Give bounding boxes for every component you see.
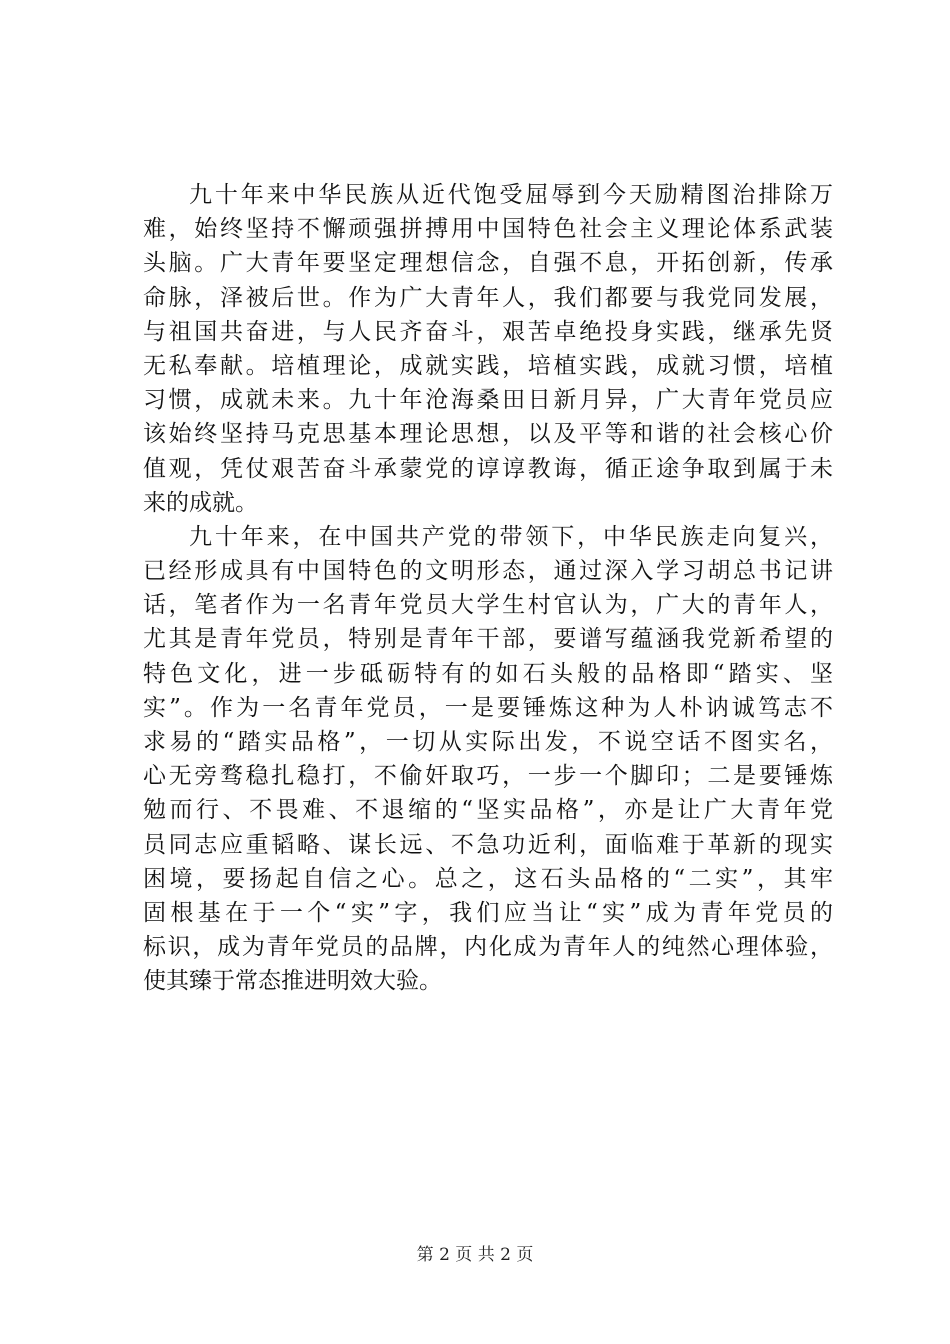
text-line: 来的成就。 [143,489,258,516]
text-line: 无私奉献。培植理论，成就实践，培植实践，成就习惯，培植 [143,352,833,379]
document-body [143,178,833,999]
text-line: 命脉，泽被后世。作为广大青年人，我们都要与我党同发展， [143,284,833,311]
paragraph-1 [143,178,833,520]
text-line: 固根基在于一个“实”字，我们应当让“实”成为青年党员的 [143,899,833,926]
paragraph-2 [143,520,833,999]
page-number-footer: 第 2 页 共 2 页 [416,1245,534,1265]
text-line: 值观，凭仗艰苦奋斗承蒙党的谆谆教诲，循正途争取到属于未 [143,455,833,482]
text-line: 与祖国共奋进，与人民齐奋斗，艰苦卓绝投身实践，继承先贤 [143,318,833,345]
text-line: 该始终坚持马克思基本理论思想，以及平等和谐的社会核心价 [143,421,833,448]
text-line: 标识，成为青年党员的品牌，内化成为青年人的纯然心理体验， [143,934,833,961]
text-line: 尤其是青年党员，特别是青年干部，要谱写蕴涵我党新希望的 [143,626,833,653]
text-line: 求易的“踏实品格”，一切从实际出发，不说空话不图实名， [143,729,833,755]
text-line: 九十年来，在中国共产党的带领下，中华民族走向复兴， [189,523,833,550]
text-line: 勉而行、不畏难、不退缩的“坚实品格”，亦是让广大青年党 [143,797,833,824]
text-line: 困境，要扬起自信之心。总之，这石头品格的“二实”，其牢 [143,865,833,892]
text-line: 员同志应重韬略、谋长远、不急功近利，面临难于革新的现实 [143,831,833,858]
text-line: 特色文化，进一步砥砺特有的如石头般的品格即“踏实、坚 [143,660,833,687]
text-line: 难，始终坚持不懈顽强拼搏用中国特色社会主义理论体系武装 [143,216,833,243]
text-line: 话，笔者作为一名青年党员大学生村官认为，广大的青年人， [143,592,833,619]
text-line: 实”。作为一名青年党员，一是要锤炼这种为人朴讷诚笃志不 [143,694,833,721]
text-line: 头脑。广大青年要坚定理想信念，自强不息，开拓创新，传承 [143,250,833,277]
text-line: 习惯，成就未来。九十年沧海桑田日新月异，广大青年党员应 [143,387,833,414]
text-line: 已经形成具有中国特色的文明形态，通过深入学习胡总书记讲 [143,558,833,585]
text-line: 九十年来中华民族从近代饱受屈辱到今天励精图治排除万 [189,182,833,208]
text-line: 使其臻于常态推进明效大验。 [143,968,442,995]
text-line: 心无旁骛稳扎稳打，不偷奸取巧，一步一个脚印；二是要锤炼 [143,763,833,790]
